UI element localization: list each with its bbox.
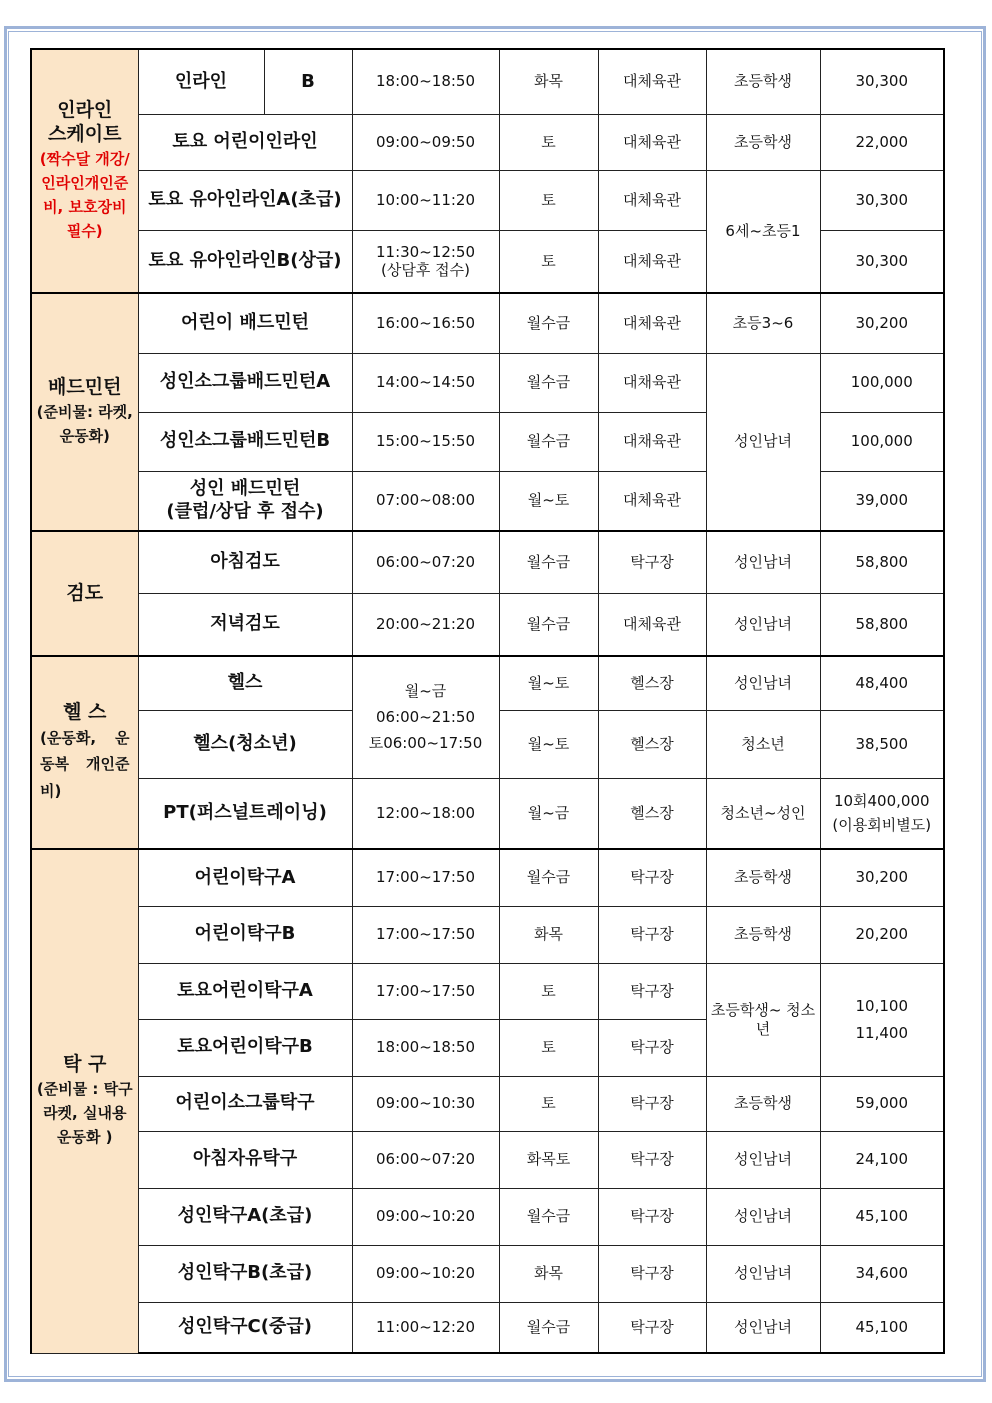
category-note: (짝수달 개강/인라인개인준비, 보호장비 필수) xyxy=(39,149,130,240)
category-note: (운동화, 운동복 개인준비) xyxy=(40,729,130,800)
table-row: 헬스(청소년) 월~토 헬스장 청소년 38,500 xyxy=(31,710,944,778)
table-row: 성인탁구A(초급) 09:00~10:20 월수금 탁구장 성인남녀 45,100 xyxy=(31,1188,944,1245)
table-row: 어린이탁구B 17:00~17:50 화목 탁구장 초등학생 20,200 xyxy=(31,906,944,963)
table-row: 어린이소그룹탁구 09:00~10:30 토 탁구장 초등학생 59,000 xyxy=(31,1076,944,1131)
table-row: 토요 어린이인라인 09:00~09:50 토 대체육관 초등학생 22,000 xyxy=(31,114,944,170)
table-row: 토요 유아인라인B(상급) 11:30~12:50 (상담후 접수) 토 대체육관 30,300 xyxy=(31,230,944,293)
table-row: PT(퍼스널트레이닝) 12:00~18:00 월~금 헬스장 청소년~성인 10회400,000 (이용회비별도) xyxy=(31,778,944,849)
table-row: 토요어린이탁구A 17:00~17:50 토 탁구장 초등학생~ 청소년 10,100 11,400 xyxy=(31,963,944,1019)
table-row: 성인탁구C(중급) 11:00~12:20 월수금 탁구장 성인남녀 45,100 xyxy=(31,1302,944,1353)
category-inline: 인라인 스케이트 (짝수달 개강/인라인개인준비, 보호장비 필수) xyxy=(31,49,138,293)
category-kendo: 검도 xyxy=(31,531,138,656)
table-row: 검도 아침검도 06:00~07:20 월수금 탁구장 성인남녀 58,800 xyxy=(31,531,944,593)
table-row: 성인탁구B(초급) 09:00~10:20 화목 탁구장 성인남녀 34,600 xyxy=(31,1245,944,1302)
table-row: 인라인 스케이트 (짝수달 개강/인라인개인준비, 보호장비 필수) 인라인 B 18:00~18:50 화목 대체육관 초등학생 30,300 xyxy=(31,49,944,114)
table-row: 토요 유아인라인A(초급) 10:00~11:20 토 대체육관 6세~초등1 30,300 xyxy=(31,170,944,230)
category-health: 헬 스 (운동화, 운동복 개인준비) xyxy=(31,656,138,849)
table-row: 탁 구 (준비물 : 탁구라켓, 실내용 운동화 ) 어린이탁구A 17:00~17:50 월수금 탁구장 초등학생 30,200 xyxy=(31,849,944,906)
table-row: 저녁검도 20:00~21:20 월수금 대체육관 성인남녀 58,800 xyxy=(31,593,944,656)
table-row: 성인소그룹배드민턴A 14:00~14:50 월수금 대채육관 성인남녀 100,000 xyxy=(31,353,944,412)
table-row: 토요어린이탁구B 18:00~18:50 토 탁구장 xyxy=(31,1019,944,1076)
category-note: (준비물: 라켓, 운동화) xyxy=(36,402,133,445)
table-row: 헬 스 (운동화, 운동복 개인준비) 헬스 월~금 06:00~21:50 토06:00~17:50 월~토 헬스장 성인남녀 48,400 xyxy=(31,656,944,710)
table-row: 배드민턴 (준비물: 라켓, 운동화) 어린이 배드민턴 16:00~16:50 월수금 대체육관 초등3~6 30,200 xyxy=(31,293,944,353)
table-row: 성인 배드민턴 (클럽/상담 후 접수) 07:00~08:00 월~토 대체육관 39,000 xyxy=(31,471,944,531)
table-row: 성인소그룹배드민턴B 15:00~15:50 월수금 대채육관 100,000 xyxy=(31,412,944,471)
program-schedule-table xyxy=(30,48,945,1354)
category-tabletennis: 탁 구 (준비물 : 탁구라켓, 실내용 운동화 ) xyxy=(31,849,138,1353)
category-badminton: 배드민턴 (준비물: 라켓, 운동화) xyxy=(31,293,138,531)
category-note: (준비물 : 탁구라켓, 실내용 운동화 ) xyxy=(36,1080,133,1147)
table-row: 아침자유탁구 06:00~07:20 화목토 탁구장 성인남녀 24,100 xyxy=(31,1131,944,1188)
